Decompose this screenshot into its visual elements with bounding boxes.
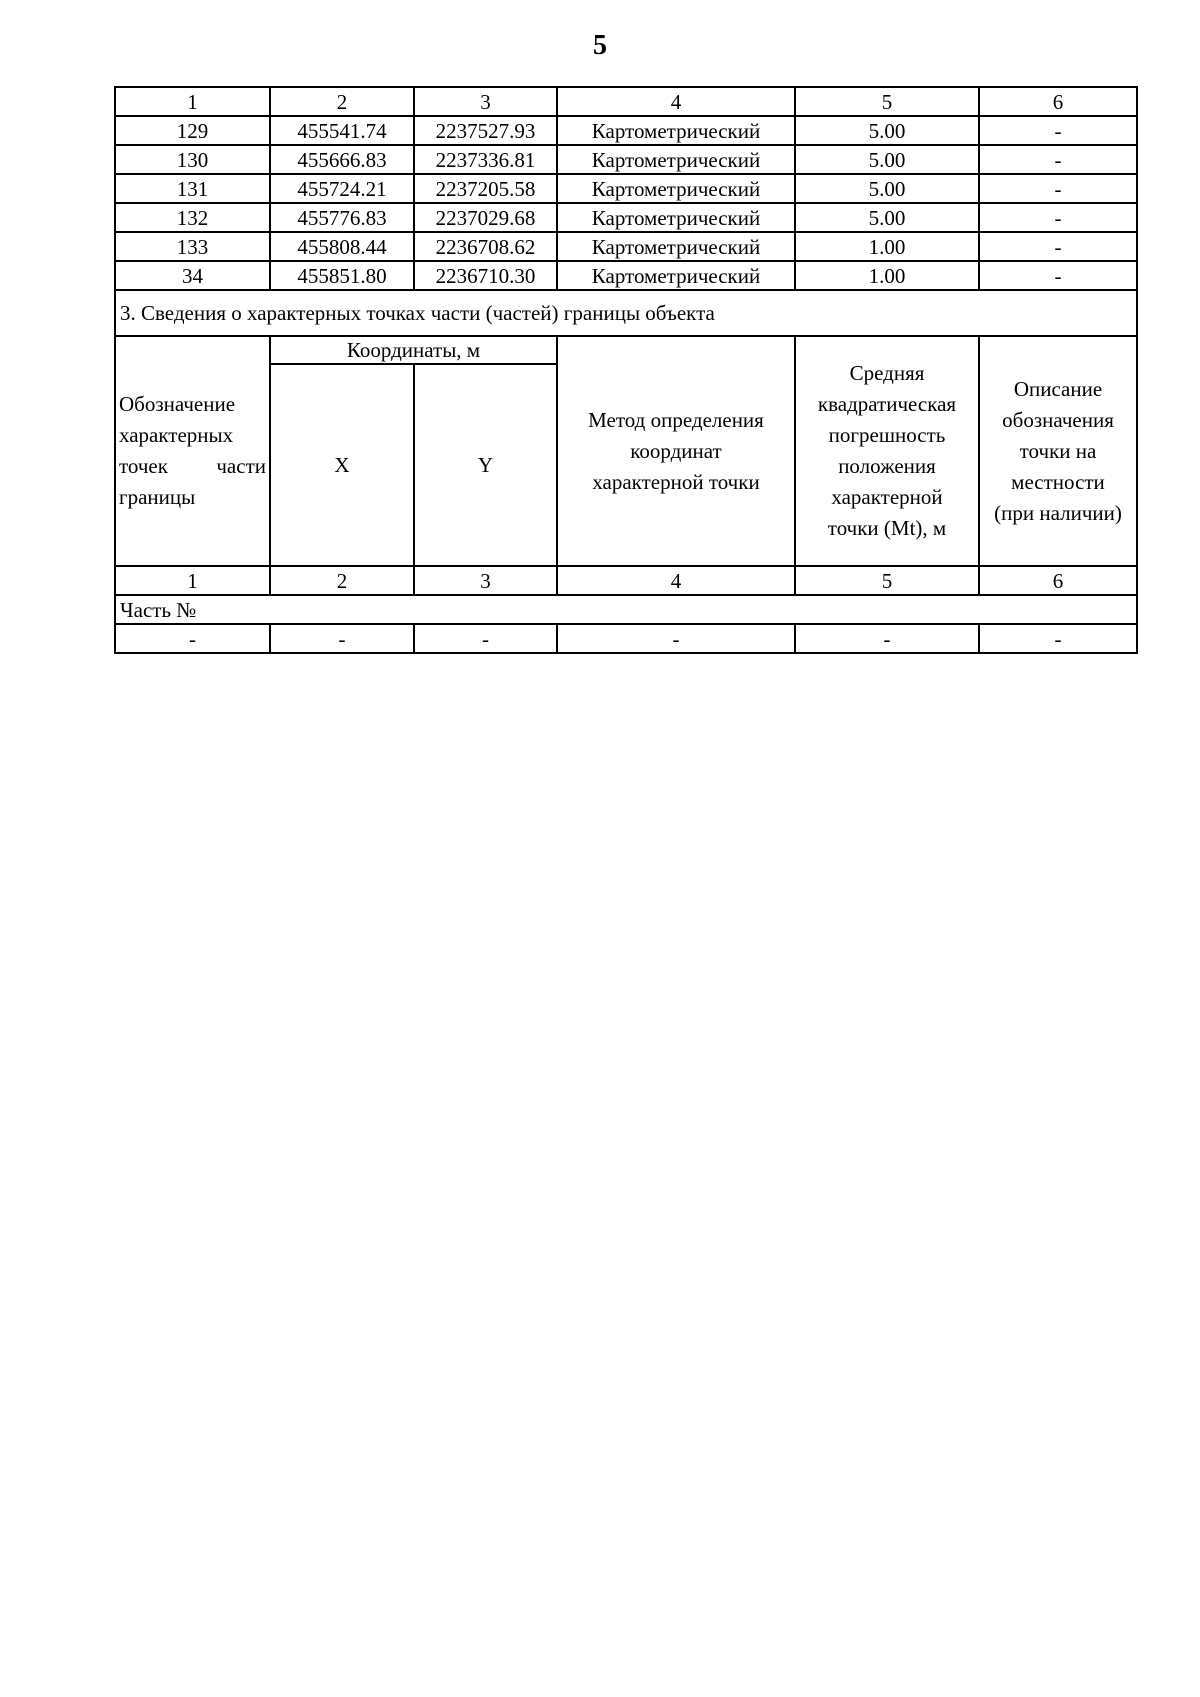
boundary-points-table bbox=[114, 86, 1138, 654]
column-number-row bbox=[115, 87, 1137, 116]
header-designation-line: границы bbox=[119, 485, 196, 509]
description: - bbox=[979, 261, 1137, 290]
header-error-line: погрешность bbox=[828, 423, 946, 447]
header-y: Y bbox=[414, 364, 557, 566]
coord-y: 2237527.93 bbox=[414, 116, 557, 145]
description: - bbox=[979, 116, 1137, 145]
column-number: 5 bbox=[795, 566, 979, 595]
header-error-line: Средняя bbox=[849, 361, 925, 385]
error-mt: 5.00 bbox=[795, 203, 979, 232]
header-designation-word: части bbox=[216, 454, 266, 478]
header-error-line: квадратическая bbox=[817, 392, 957, 416]
description: - bbox=[979, 203, 1137, 232]
error-mt: 5.00 bbox=[795, 174, 979, 203]
coord-x: 455541.74 bbox=[270, 116, 414, 145]
header-error-line: положения bbox=[838, 454, 936, 478]
header-description-line: Описание bbox=[1013, 376, 1103, 401]
method: Картометрический bbox=[557, 261, 795, 290]
table-row bbox=[115, 116, 1137, 145]
point-id: 130 bbox=[115, 145, 270, 174]
header-designation-line: характерных bbox=[119, 423, 234, 447]
header-method-line: координат bbox=[630, 438, 722, 463]
page-number: 5 bbox=[593, 30, 607, 61]
header-designation bbox=[115, 336, 270, 566]
description: - bbox=[979, 145, 1137, 174]
empty-cell: - bbox=[557, 624, 795, 653]
header-error-line: характерной bbox=[831, 485, 943, 509]
table-row bbox=[115, 145, 1137, 174]
empty-cell: - bbox=[115, 624, 270, 653]
coord-x: 455851.80 bbox=[270, 261, 414, 290]
error-mt: 5.00 bbox=[795, 116, 979, 145]
column-number: 5 bbox=[795, 87, 979, 116]
column-number: 6 bbox=[979, 87, 1137, 116]
header-description-line: обозначения bbox=[1002, 407, 1114, 432]
error-mt: 5.00 bbox=[795, 145, 979, 174]
part-label: Часть № bbox=[115, 595, 1137, 624]
column-number-row bbox=[115, 566, 1137, 595]
description: - bbox=[979, 174, 1137, 203]
table-row bbox=[115, 261, 1137, 290]
coord-y: 2237205.58 bbox=[414, 174, 557, 203]
column-number: 4 bbox=[557, 87, 795, 116]
header-method bbox=[557, 336, 795, 566]
header-designation-line bbox=[119, 451, 266, 482]
section-title-row bbox=[115, 290, 1137, 336]
header-method-line: характерной точки bbox=[592, 469, 760, 494]
column-number: 3 bbox=[414, 566, 557, 595]
method: Картометрический bbox=[557, 174, 795, 203]
column-number: 4 bbox=[557, 566, 795, 595]
error-mt: 1.00 bbox=[795, 232, 979, 261]
column-number: 6 bbox=[979, 566, 1137, 595]
header-description-line: точки на bbox=[1019, 438, 1097, 463]
header-method-line: Метод определения bbox=[588, 407, 764, 432]
method: Картометрический bbox=[557, 203, 795, 232]
column-number: 2 bbox=[270, 566, 414, 595]
header-description-line: местности bbox=[1011, 469, 1105, 494]
header-x: X bbox=[270, 364, 414, 566]
part-row bbox=[115, 595, 1137, 624]
coord-x: 455776.83 bbox=[270, 203, 414, 232]
method: Картометрический bbox=[557, 116, 795, 145]
method: Картометрический bbox=[557, 232, 795, 261]
column-number: 3 bbox=[414, 87, 557, 116]
point-id: 129 bbox=[115, 116, 270, 145]
point-id: 131 bbox=[115, 174, 270, 203]
section-title: 3. Сведения о характерных точках части (частей) границы объекта bbox=[115, 290, 1137, 336]
header-coordinates: Координаты, м bbox=[270, 336, 557, 364]
coord-x: 455808.44 bbox=[270, 232, 414, 261]
point-id: 133 bbox=[115, 232, 270, 261]
coord-x: 455724.21 bbox=[270, 174, 414, 203]
column-number: 1 bbox=[115, 566, 270, 595]
empty-cell: - bbox=[414, 624, 557, 653]
header-description-line: (при наличии) bbox=[994, 500, 1122, 525]
column-number: 2 bbox=[270, 87, 414, 116]
table-row bbox=[115, 232, 1137, 261]
empty-cell: - bbox=[979, 624, 1137, 653]
coord-y: 2236708.62 bbox=[414, 232, 557, 261]
coord-y: 2237336.81 bbox=[414, 145, 557, 174]
point-id: 34 bbox=[115, 261, 270, 290]
coord-y: 2236710.30 bbox=[414, 261, 557, 290]
header-designation-line: Обозначение bbox=[119, 392, 236, 416]
table-row bbox=[115, 624, 1137, 653]
column-number: 1 bbox=[115, 87, 270, 116]
coord-x: 455666.83 bbox=[270, 145, 414, 174]
header-designation-word: точек bbox=[119, 454, 168, 478]
table-row bbox=[115, 174, 1137, 203]
empty-cell: - bbox=[795, 624, 979, 653]
header-description bbox=[979, 336, 1137, 566]
header-row bbox=[115, 336, 1137, 364]
coord-y: 2237029.68 bbox=[414, 203, 557, 232]
table-row bbox=[115, 203, 1137, 232]
point-id: 132 bbox=[115, 203, 270, 232]
description: - bbox=[979, 232, 1137, 261]
empty-cell: - bbox=[270, 624, 414, 653]
header-error-line: точки (Mt), м bbox=[827, 516, 947, 540]
header-error bbox=[795, 336, 979, 566]
error-mt: 1.00 bbox=[795, 261, 979, 290]
method: Картометрический bbox=[557, 145, 795, 174]
